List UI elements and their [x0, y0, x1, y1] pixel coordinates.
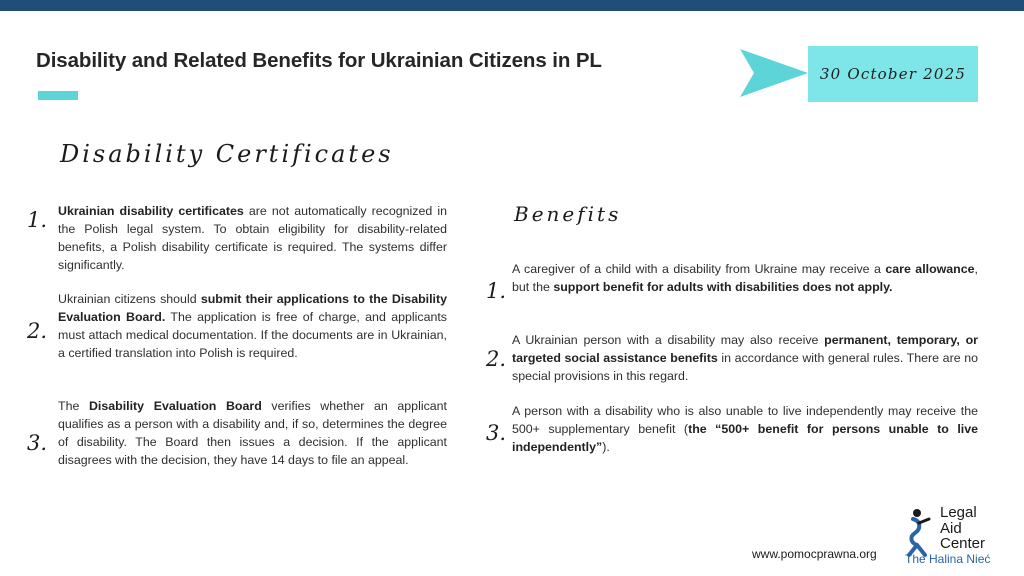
body-text: , but the — [512, 262, 978, 294]
cert-number-2: 2. — [27, 319, 48, 343]
body-text: in accordance with general rules. There are no special provisions in this regard. — [512, 351, 978, 383]
body-text: A caregiver of a child with a disability from Ukraine may receive a — [512, 262, 886, 276]
benefit-number-3: 3. — [486, 421, 507, 445]
logo-text — [940, 505, 985, 552]
body-text: verifies whether an applicant qualifies as a person with a disability and, if so, determines the degree of disability. The Board then issues a decision. If the applicant disagrees with the decision, they have 14 days to file an appeal. — [58, 399, 447, 467]
benefit-number-2: 2. — [486, 347, 507, 371]
top-bar — [0, 0, 1024, 11]
date-badge — [808, 46, 978, 102]
body-text: Ukrainian citizens should — [58, 292, 201, 306]
benefit-paragraph-1 — [512, 260, 978, 296]
logo-line-aid: Aid — [940, 519, 962, 537]
cert-paragraph-3 — [58, 397, 447, 469]
body-text: are not automatically recognized in the Polish legal system. To obtain eligibility for disability-related benefits, a Polish disability certificate is required. The systems differ significantly. — [58, 204, 447, 272]
body-text: A person with a disability who is also unable to live independently may receive the 500+ supplementary benefit ( — [512, 404, 978, 436]
cert-paragraph-2 — [58, 290, 447, 362]
benefit-paragraph-3 — [512, 402, 978, 456]
page-title: Disability and Related Benefits for Ukrainian Citizens in PL — [36, 49, 602, 72]
emphasis-text: care allowance — [885, 262, 975, 276]
logo-line-legal: Legal — [940, 504, 977, 521]
legal-aid-center-logo — [905, 505, 1017, 569]
cert-paragraph-1 — [58, 202, 447, 274]
emphasis-text: submit their applications to the Disability Evaluation Board. — [58, 292, 447, 324]
logo-subtitle: The Halina Nieć — [905, 552, 991, 566]
benefit-paragraph-2 — [512, 331, 978, 385]
logo-line-center: Center — [940, 535, 986, 552]
date-text: 30 October 2025 — [819, 65, 967, 83]
section-heading-benefits: Benefits — [514, 202, 622, 226]
body-text: A Ukrainian person with a disability may also receive — [512, 333, 825, 347]
body-text: The — [58, 399, 89, 413]
emphasis-text: Disability Evaluation Board — [88, 399, 262, 413]
website-link[interactable]: www.pomocprawna.org — [752, 547, 877, 561]
body-text: The application is free of charge, and applicants must attach medical documentation. If the documents are in Ukrainian, a certified translation into Polish is required. — [58, 310, 447, 360]
title-accent-bar — [38, 91, 78, 100]
section-heading-certificates: Disability Certificates — [60, 140, 394, 168]
emphasis-text: the “500+ benefit for persons unable to live independently” — [512, 422, 978, 454]
body-text: ). — [602, 440, 610, 454]
benefit-number-1: 1. — [486, 279, 507, 303]
cert-number-1: 1. — [27, 208, 48, 232]
cert-number-3: 3. — [27, 431, 48, 455]
arrow-icon — [740, 49, 808, 97]
emphasis-text: Ukrainian disability certificates — [58, 204, 244, 218]
emphasis-text: support benefit for adults with disabilities does not apply. — [553, 280, 893, 294]
emphasis-text: permanent, temporary, or targeted social assistance benefits — [512, 333, 978, 365]
